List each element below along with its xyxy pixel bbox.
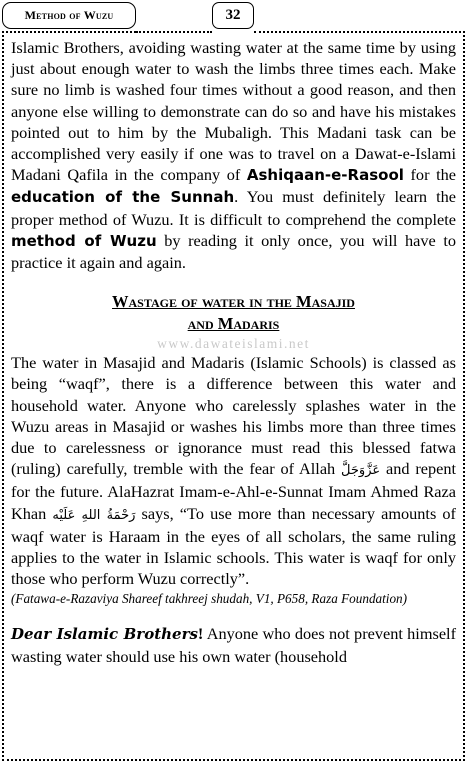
salutation-exclaim: ! [197, 624, 204, 644]
salutation: Dear Islamic Brothers [11, 625, 198, 644]
text-run: The water in Masajid and Madaris (Islamic Schools) is classed as being “waqf”, there is a difference between this water and household water. Anyone who carelessly splashes water in the Wuzu areas in Masajid or washes his limbs more than three times due to carelessness or ignorance must read this blessed fatwa (ruling) carefully, tremble with the fear of Allah [11, 353, 456, 479]
text-run: by reading it only once, you will have to practice it again and again. [11, 230, 456, 273]
arabic-honorific-imam: رَحْمَةُ اللهِ عَلَيْه [52, 507, 136, 523]
bold-term-method: method of Wuzu [11, 231, 157, 250]
section-heading [11, 291, 456, 335]
paragraph-intro [11, 37, 456, 273]
text-run: Islamic Brothers, avoiding wasting water at the same time by using just about enough water to wash the limbs three times each. Make sure no limb is washed four times without a good reason, and then anyone else willing to demonstrate can do so and have his mistakes pointed out to him by the Mubaligh. This Madani task can be accomplished very easily if one was to travel on a Dawat-e-Islami Madani Qafila in the company of [11, 38, 456, 185]
text-run: . You must definitely learn the proper method of Wuzu. It is difficult to comprehend the complete [11, 187, 457, 229]
watermark: www.dawateislami.net [157, 336, 310, 352]
arabic-honorific-allah: عَزَّوَجَلَّ [341, 463, 381, 479]
text-run: and repent for the future. AlaHazrat Imam-e-Ahl-e-Sunnat Imam Ahmed Raza Khan [11, 459, 456, 523]
section-heading-line1: Wastage of water in the Masajid [112, 292, 355, 312]
page-number-box [212, 2, 254, 29]
section-heading-line2: and Madaris [187, 314, 280, 334]
page-number: 32 [225, 7, 241, 23]
text-run: for the [403, 165, 456, 185]
page-body [11, 37, 456, 667]
citation: (Fatawa-e-Razaviya Shareef takhreej shudah, V1, P658, Raza Foundation) [11, 591, 408, 607]
chapter-title-box [2, 2, 136, 29]
text-run: says, “To use more than necessary amounts of waqf water is Haraam in the eyes of all scholars, the same ruling applies to the water in Islamic schools. This water is waqf for only those who perform Wuzu correctly”. [11, 503, 456, 589]
paragraph-dear-brothers [11, 623, 456, 666]
bold-term-ashiqaan: Ashiqaan-e-Rasool [246, 166, 404, 185]
text-run: Anyone who does not prevent himself wasting water should use his own water (household [11, 624, 456, 666]
bold-term-education: education of the Sunnah [11, 188, 235, 207]
chapter-title: Method of Wuzu [24, 8, 114, 22]
paragraph-waqf [11, 352, 456, 589]
